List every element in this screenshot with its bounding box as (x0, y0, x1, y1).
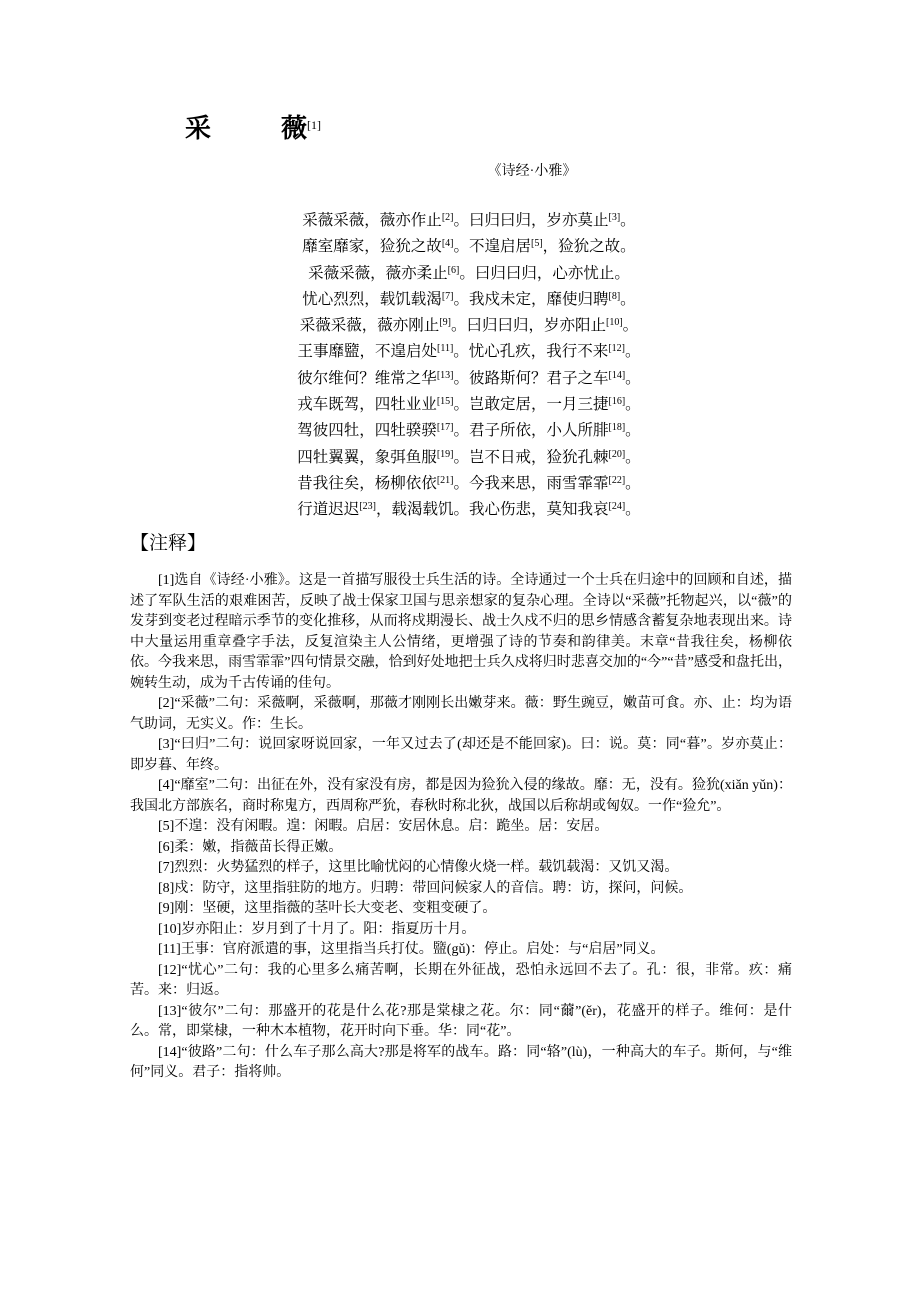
note-ref: [22] (608, 474, 626, 486)
poem-line: 彼尔维何？维常之华[13]。彼路斯何？君子之车[14]。 (297, 369, 641, 387)
note-ref: [21] (436, 474, 454, 486)
note-ref: [9] (439, 317, 451, 329)
note-item: [12]“忧心”二句：我的心里多么痛苦啊，长期在外征战，恐怕永远回不去了。孔：很，非常。疚：痛苦。来：归返。 (130, 962, 792, 998)
note-ref: [23] (359, 501, 376, 513)
note-ref: [14] (608, 369, 626, 381)
poem-line: 采薇采薇，薇亦柔止[6]。曰归曰归，心亦忧止。 (308, 264, 630, 282)
note-ref: [6] (447, 264, 460, 276)
note-item: [3]“曰归”二句：说回家呀说回家，一年又过去了(却还是不能回家)。曰：说。莫：同“暮”。岁亦莫止：即岁暮、年终。 (130, 737, 792, 773)
note-ref: [19] (436, 448, 454, 460)
note-ref: [11] (437, 343, 454, 355)
poem-line: 行道迟迟[23]，载渴载饥。我心伤悲，莫知我哀[24]。 (297, 501, 641, 519)
note-ref: [8] (608, 290, 621, 302)
title-char-2: 薇 (281, 114, 308, 143)
note-item: [6]柔：嫩，指薇苗长得正嫩。 (158, 839, 343, 855)
notes-list (130, 571, 792, 1084)
note-ref: [20] (608, 448, 626, 460)
notes-heading: 【注释】 (130, 533, 207, 554)
note-item: [1]选自《诗经·小雅》。这是一首描写服役士兵生活的诗。全诗通过一个士兵在归途中的回顾和自述，描述了军队生活的艰难困苦，反映了战士保家卫国与思亲想家的复杂心理。全诗以“采薇”托物起兴，以“薇”的发芽到变老过程暗示季节的变化推移，从而将戍期漫长、战士久戍不归的思乡情感含蓄复杂地表现出来。诗中大量运用重章叠字手法，反复渲染主人公情绪，更增强了诗的节奏和韵律美。末章“昔我往矣，杨柳依依。今我来思，雨雪霏霏”四句情景交融，恰到好处地把士兵久戍将归时悲喜交加的“今”“昔”感受和盘托出，婉转生动，成为千古传诵的佳句。 (130, 573, 792, 691)
note-item: [4]“靡室”二句：出征在外，没有家没有房，都是因为猃狁入侵的缘故。靡：无，没有。猃狁(xiǎn yǔn)：我国北方部族名，商时称鬼方，西周称严狁，春秋时称北狄，战国以后称胡或匈奴。一作“猃允”。 (130, 778, 792, 814)
poem-source: 《诗经·小雅》 (487, 164, 577, 179)
note-item: [11]王事：官府派遣的事，这里指当兵打仗。盬(gǔ)：停止。启处：与“启居”同义。 (158, 942, 665, 957)
poem-body (0, 206, 920, 522)
poem-line: 采薇采薇，薇亦作止[2]。曰归曰归，岁亦莫止[3]。 (302, 212, 636, 229)
poem-line: 驾彼四牡，四牡骙骙[17]。君子所依，小人所腓[18]。 (297, 422, 641, 440)
note-ref: [4] (441, 238, 454, 250)
title-char-1: 采 (185, 114, 212, 143)
poem-line: 靡室靡家，猃狁之故[4]。不遑启居[5]，猃狁之故。 (302, 238, 636, 256)
note-ref: [2] (441, 212, 454, 223)
poem-line: 忧心烈烈，载饥载渴[7]。我戍未定，靡使归聘[8]。 (302, 290, 636, 308)
note-item: [10]岁亦阳止：岁月到了十月了。阳：指夏历十月。 (158, 921, 476, 937)
note-item: [5]不遑：没有闲暇。遑：闲暇。启居：安居休息。启：跪坐。居：安居。 (158, 819, 609, 834)
note-ref: [13] (436, 369, 454, 381)
note-item: [2]“采薇”二句：采薇啊，采薇啊，那薇才刚刚长出嫩芽来。薇：野生豌豆，嫩苗可食。亦、止：均为语气助词，无实义。作：生长。 (130, 696, 792, 732)
poem-title (185, 110, 321, 144)
poem-line: 昔我往矣，杨柳依依[21]。今我来思，雨雪霏霏[22]。 (297, 474, 641, 492)
note-ref: [7] (441, 290, 454, 302)
note-ref: [17] (436, 422, 454, 434)
note-ref: [18] (608, 422, 626, 434)
note-item: [14]“彼路”二句：什么车子那么高大?那是将军的战车。路：同“辂”(lù)，一种高大的车子。斯何，与“维何”同义。君子：指将帅。 (130, 1044, 792, 1080)
note-ref: [16] (608, 396, 626, 408)
note-item: [9]刚：坚硬，这里指薇的茎叶长大变老、变粗变硬了。 (158, 901, 497, 916)
note-item: [7]烈烈：火势猛烈的样子，这里比喻忧闷的心情像火烧一样。载饥载渴：又饥又渴。 (158, 860, 679, 875)
note-ref: [15] (436, 396, 454, 408)
note-ref: [24] (608, 501, 626, 513)
note-ref: [5] (531, 238, 543, 250)
poem-line: 采薇采薇，薇亦刚止[9]。曰归曰归，岁亦阳止[10]。 (299, 317, 639, 335)
note-ref: [10] (606, 317, 623, 329)
note-ref: [12] (608, 343, 625, 355)
note-ref: [3] (608, 212, 621, 223)
poem-line: 王事靡盬，不遑启处[11]。忧心孔疚，我行不来[12]。 (297, 343, 641, 361)
title-note-ref: [1] (307, 118, 322, 132)
poem-line: 戎车既驾，四牡业业[15]。岂敢定居，一月三捷[16]。 (297, 396, 641, 414)
note-item: [8]戍：防守，这里指驻防的地方。归聘：带回问候家人的音信。聘：访，探问，问候。 (158, 880, 693, 896)
note-item: [13]“彼尔”二句：那盛开的花是什么花?那是棠棣之花。尔：同“薾”(ěr)，花盛开的样子。维何：是什么。常，即棠棣，一种木本植物，花开时向下垂。华：同“花”。 (130, 1003, 792, 1039)
poem-line: 四牡翼翼，象弭鱼服[19]。岂不日戒，猃狁孔棘[20]。 (297, 448, 641, 466)
